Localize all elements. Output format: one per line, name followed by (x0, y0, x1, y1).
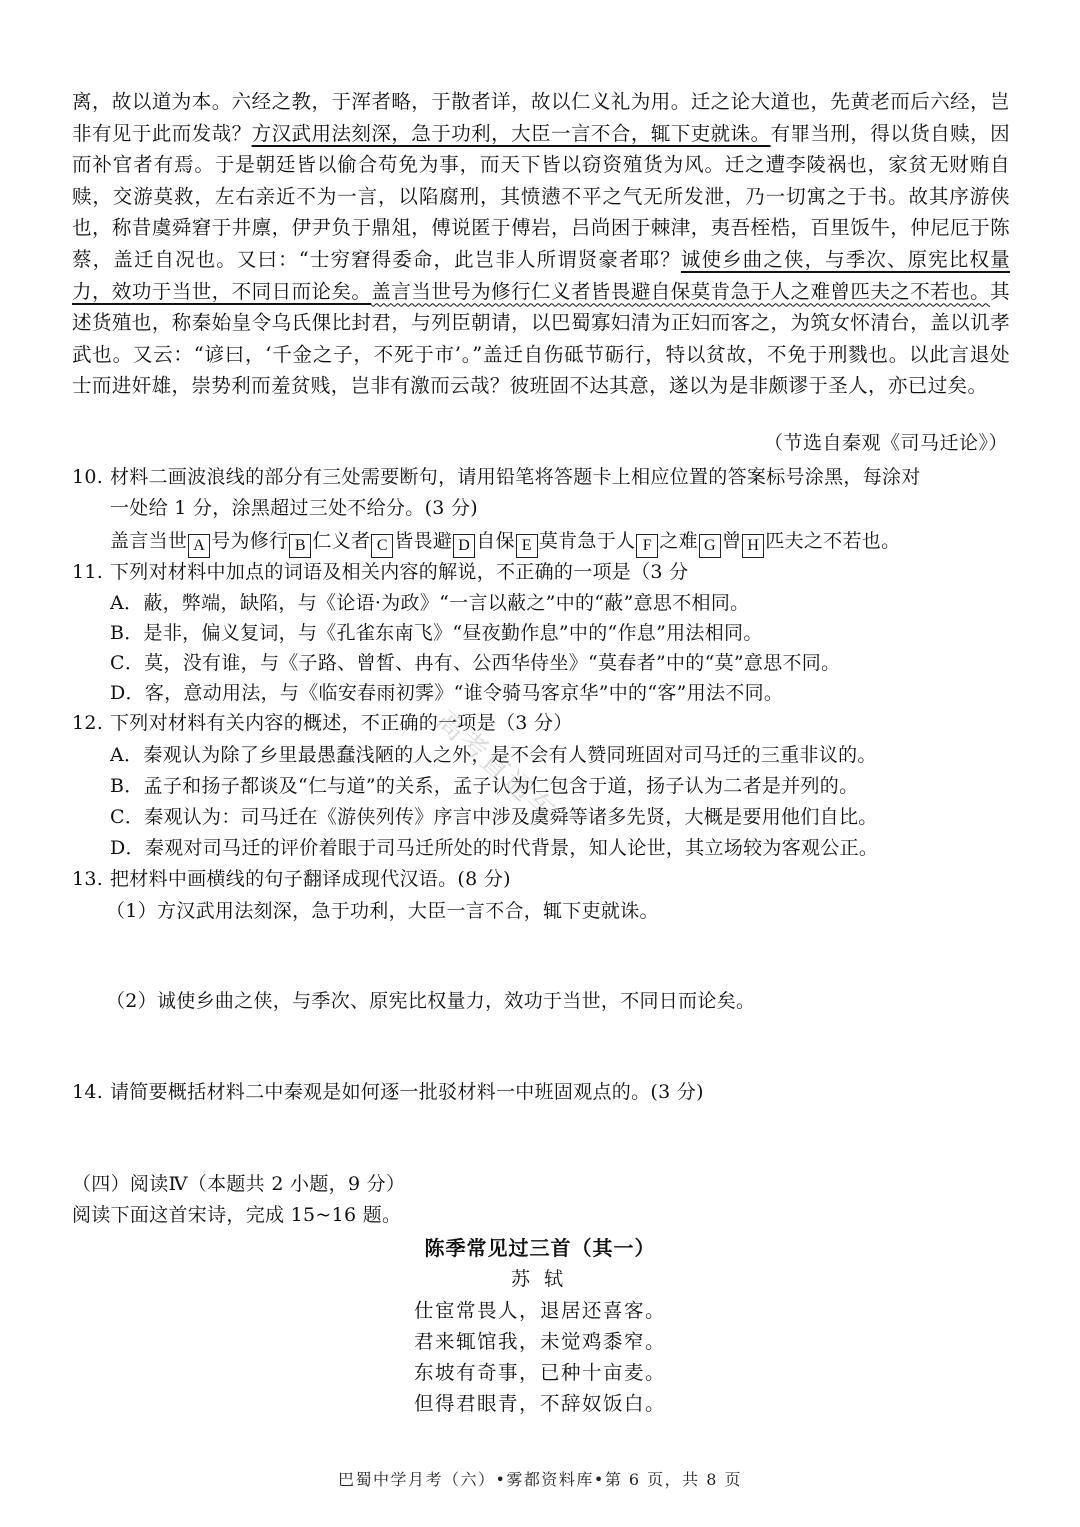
option-b[interactable]: B．是非，偏义复词，与《孔雀东南飞》“昼夜勤作息”中的“作息”用法相同。 (110, 622, 763, 644)
poem-line: 君来辄馆我，未觉鸡黍窄。 (413, 1330, 666, 1353)
question-stem-line-1: 材料二画波浪线的部分有三处需要断句，请用铅笔将答题卡上相应位置的答案标号涂黑，每涂对 (110, 466, 921, 488)
question-number: 12. (72, 712, 104, 734)
answer-box-c[interactable]: C (371, 534, 393, 558)
question-stem: 请简要概括材料二中秦观是如何逐一批驳材料一中班固观点的。(3 分) (110, 1081, 704, 1103)
underlined-sentence-2: 诚使乡曲之侠，与季次、原宪比权量力，效功于当世，不同日而论矣。 (72, 247, 1010, 303)
question-stem-line-2: 一处给 1 分，涂黑超过三处不给分。(3 分) (110, 497, 479, 519)
translation-sentence-2: （2）诚使乡曲之侠，与季次、原宪比权量力，效功于当世，不同日而论矣。 (106, 990, 756, 1012)
segment-text: 莫肯急于人 (538, 530, 636, 552)
answer-box-g[interactable]: G (699, 534, 721, 558)
segment-text: 仁义者 (312, 530, 371, 552)
segment-text: 自保 (476, 530, 515, 552)
question-number: 14. (72, 1081, 104, 1103)
poem-title: 陈季常见过三首（其一） (424, 1236, 656, 1260)
poem-author: 苏轼 (510, 1268, 577, 1290)
question-14 (72, 1077, 1012, 1108)
passage-text-2: 有罪当刑，得以货自赎，因而补官者有焉。于是朝廷皆以偷合苟免为事，而天下皆以窃资殖货为风。迁之遭李陵祸也，家贫无财贿自赎，交游莫救，左右亲近不为一言，以陷腐刑，其愤懑不平之气无所发泄，乃一切寓之于书。故其序游侠也，称昔虞舜窘于井廪，伊尹负于鼎俎，傅说匿于傅岩，吕尚困于棘津，夷吾桎梏，百里饭牛，仲尼厄于陈蔡，盖迁自况也。又曰：“士穷窘得委命，此岂非人所谓贤豪者耶？ (72, 121, 1010, 271)
segmentation-options (110, 526, 900, 558)
question-12 (72, 708, 1012, 739)
section-instruction: 阅读下面这首宋诗，完成 15~16 题。 (72, 1204, 402, 1226)
option-c[interactable]: C．莫，没有谁，与《子路、曾皙、冉有、公西华侍坐》“莫春者”中的“莫”意思不同。 (110, 652, 841, 674)
answer-box-e[interactable]: E (516, 534, 538, 558)
wavy-underlined-sentence: 盖言当世号为修行仁义者皆畏避自保莫肯急于人之难曾匹夫之不若也。 (371, 279, 991, 303)
option-c[interactable]: C．秦观认为：司马迁在《游侠列传》序言中涉及虞舜等诸多先贤，大概是要用他们自比。 (110, 806, 878, 828)
watermark: 高考直通车 (429, 703, 564, 829)
question-11 (72, 557, 1012, 588)
option-d[interactable]: D．客，意动用法，与《临安春雨初霁》“谁令骑马客京华”中的“客”用法不同。 (110, 682, 784, 704)
question-stem: 把材料中画横线的句子翻译成现代汉语。(8 分) (110, 868, 511, 890)
passage-text-1: 离，故以道为本。六经之教，于浑者略，于散者详，故以仁义礼为用。迁之论大道也，先黄老而后六经，岂非有见于此而发哉？ (72, 90, 1010, 145)
option-a[interactable]: A．蔽，弊端，缺陷，与《论语·为政》“一言以蔽之”中的“蔽”意思不相同。 (110, 592, 750, 614)
passage-text-3: 其述货殖也，称秦始皇令乌氏倮比封君，与列臣朝请，以巴蜀寡妇清为正妇而客之，为筑女怀清台，盖以讥孝武也。又云：“谚曰，‘千金之子，不死于市’。”盖迁自伤砥节砺行，特以贫故，不免于刑戮也。以此言退处士而进奸雄，崇势利而羞贫贱，岂非有激而云哉？彼班固不达其意，遂以为是非颇谬于圣人，亦已过矣。 (72, 279, 1010, 398)
option-d[interactable]: D．秦观对司马迁的评价着眼于司马迁所处的时代背景，知人论世，其立场较为客观公正。 (110, 837, 879, 859)
option-a[interactable]: A．秦观认为除了乡里最愚蠢浅陋的人之外，是不会有人赞同班固对司马迁的三重非议的。 (110, 744, 877, 766)
answer-box-d[interactable]: D (453, 534, 475, 558)
poem-line: 东坡有奇事，已种十亩麦。 (413, 1361, 666, 1384)
answer-box-h[interactable]: H (742, 534, 764, 558)
answer-box-f[interactable]: F (636, 534, 658, 558)
translation-sentence-1: （1）方汉武用法刻深，急于功利，大臣一言不合，辄下吏就诛。 (106, 900, 659, 922)
segment-text: 之难 (659, 530, 698, 552)
segment-text: 盖言当世 (110, 530, 188, 552)
question-10 (72, 462, 1012, 524)
question-number: 13. (72, 868, 104, 890)
section-heading: （四）阅读Ⅳ（本题共 2 小题，9 分） (72, 1173, 406, 1195)
question-13 (72, 864, 1012, 895)
poem-line: 但得君眼青，不辞奴饭白。 (413, 1392, 666, 1415)
segment-text: 号为修行 (211, 530, 289, 552)
segment-text: 曾 (721, 530, 742, 552)
underlined-sentence-1: 方汉武用法刻深，急于功利，大臣一言不合，辄下吏就诛。 (251, 121, 771, 145)
page-footer: 巴蜀中学月考（六）•雾都资料库•第 6 页，共 8 页 (337, 1470, 743, 1489)
segment-text: 匹夫之不若也。 (765, 530, 901, 552)
answer-box-a[interactable]: A (188, 534, 210, 558)
classical-passage (72, 86, 1010, 402)
question-stem: 下列对材料中加点的词语及相关内容的解说，不正确的一项是（3 分 (110, 561, 689, 583)
poem-line: 仕宦常畏人，退居还喜客。 (413, 1299, 666, 1322)
option-b[interactable]: B．孟子和扬子都谈及“仁与道”的关系，孟子认为仁包含于道，扬子认为二者是并列的。 (110, 775, 859, 797)
question-stem: 下列对材料有关内容的概述，不正确的一项是（3 分） (110, 712, 573, 734)
question-number: 10. (72, 466, 104, 488)
answer-box-b[interactable]: B (289, 534, 311, 558)
passage-source: （节选自秦观《司马迁论》） (763, 432, 1008, 454)
segment-text: 皆畏避 (394, 530, 453, 552)
question-number: 11. (72, 561, 104, 583)
